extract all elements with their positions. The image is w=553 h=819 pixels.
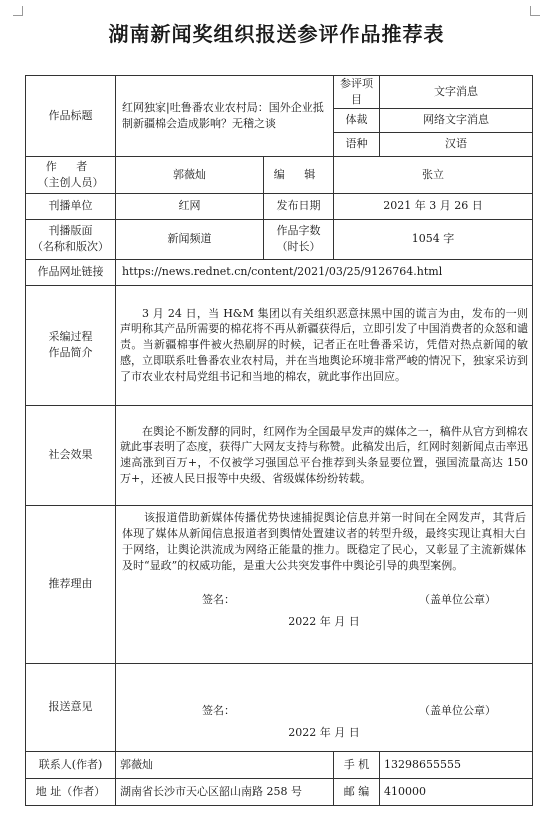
process-label-line1: 采编过程	[48, 330, 93, 344]
recommendation-form	[25, 75, 533, 806]
author-label	[26, 156, 116, 193]
section-label-line2: （名称和版次）	[32, 240, 109, 254]
reason-sign-label: 签名：	[202, 592, 235, 606]
link-label: 作品网址链接	[26, 259, 116, 285]
zip-value: 410000	[380, 778, 533, 805]
author-value: 郭薇灿	[116, 156, 264, 193]
effect-label: 社会效果	[26, 405, 116, 505]
submit-stamp-label: （盖单位公章）	[419, 704, 496, 717]
submit-signature-line	[122, 703, 526, 719]
process-label-line2: 作品简介	[48, 346, 93, 360]
publish-date-label: 发布日期	[264, 193, 334, 219]
reason-cell	[116, 505, 533, 663]
zip-label: 邮 编	[334, 778, 380, 805]
author-label-line2: （主创人员）	[37, 175, 104, 189]
publisher-label: 刊播单位	[26, 193, 116, 219]
reason-text: 该报道借助新媒体传播优势快速捕捉舆论信息并第一时间在全网发声，其背后体现了媒体从新闻信息报道者到舆情处置建议者的转型升级，最终实现让真相大白于网络，让舆论洪流成为网络正能量的推力。既稳定了民心，又彰显了主流新媒体及时“显政”的权威功能，是重大公共突发事件中舆论引导的典型案例。	[122, 510, 526, 572]
publisher-value: 红网	[116, 193, 264, 219]
word-count-value: 1054 字	[334, 219, 533, 259]
submit-label: 报送意见	[26, 663, 116, 751]
process-label	[26, 285, 116, 405]
effect-text: 在舆论不断发酵的同时，红网作为全国最早发声的媒体之一，稿件从官方到棉农就此事表明了态度，获得广大网友支持与称赞。此稿发出后，红网时刻新闻点击率迅速高涨到百万+，不仅被学习强国总平台推荐到头条显要位置，强国流量高达 150 万+，还被人民日报等中央级、省级媒体纷纷转载。	[116, 405, 533, 505]
category-label: 参评项目	[334, 76, 380, 109]
editor-value: 张立	[334, 156, 533, 193]
publish-date-value: 2021 年 3 月 26 日	[334, 193, 533, 219]
work-title-label: 作品标题	[26, 76, 116, 157]
page-corner-mark	[13, 6, 23, 16]
page-corner-mark	[530, 6, 540, 16]
author-label-line1: 作 者	[45, 159, 96, 173]
language-label: 语种	[334, 132, 380, 156]
phone-value: 13298655555	[380, 751, 533, 778]
category-value: 文字消息	[380, 76, 533, 109]
language-value: 汉语	[380, 132, 533, 156]
genre-label: 体裁	[334, 108, 380, 132]
address-value: 湖南省长沙市天心区韶山南路 258 号	[116, 778, 334, 805]
reason-signature-line	[122, 592, 526, 608]
word-count-label-line2: （时长）	[276, 240, 321, 254]
page-title: 湖南新闻奖组织报送参评作品推荐表	[108, 22, 445, 46]
submit-date: 2022 年 月 日	[288, 725, 360, 739]
address-label: 地 址（作者）	[26, 778, 116, 805]
contact-label: 联系人(作者)	[26, 751, 116, 778]
word-count-label-line1: 作品字数	[276, 224, 321, 238]
reason-label: 推荐理由	[26, 505, 116, 663]
submit-cell	[116, 663, 533, 751]
contact-value: 郭薇灿	[116, 751, 334, 778]
work-title-value: 红网独家|吐鲁番农业农村局：国外企业抵制新疆棉会造成影响？无稽之谈	[116, 76, 334, 157]
section-value: 新闻频道	[116, 219, 264, 259]
editor-label: 编 辑	[264, 156, 334, 193]
process-text: 3 月 24 日，当 H&M 集团以有关组织恶意抹黑中国的谎言为由，发布的一则声明称其产品所需要的棉花将不再从新疆获得后，立即引发了中国消费者的众怒和谴责。当新疆棉事件被火热刷屏的时候，记者正在吐鲁番采访，凭借对热点新闻的敏感，立即联系吐鲁番农业农村局，并在当地舆论环境非常严峻的情况下，独家采访到了市农业农村局党组书记和当地的棉农，就此事作出回应。	[116, 285, 533, 405]
submit-sign-label: 签名：	[202, 704, 235, 717]
word-count-label	[264, 219, 334, 259]
reason-date: 2022 年 月 日	[288, 614, 360, 628]
link-value[interactable]: https://news.rednet.cn/content/2021/03/25/9126764.html	[116, 259, 533, 285]
genre-value: 网络文字消息	[380, 108, 533, 132]
section-label-line1: 刊播版面	[48, 224, 93, 238]
phone-label: 手 机	[334, 751, 380, 778]
section-label	[26, 219, 116, 259]
reason-stamp-label: （盖单位公章）	[419, 592, 496, 606]
